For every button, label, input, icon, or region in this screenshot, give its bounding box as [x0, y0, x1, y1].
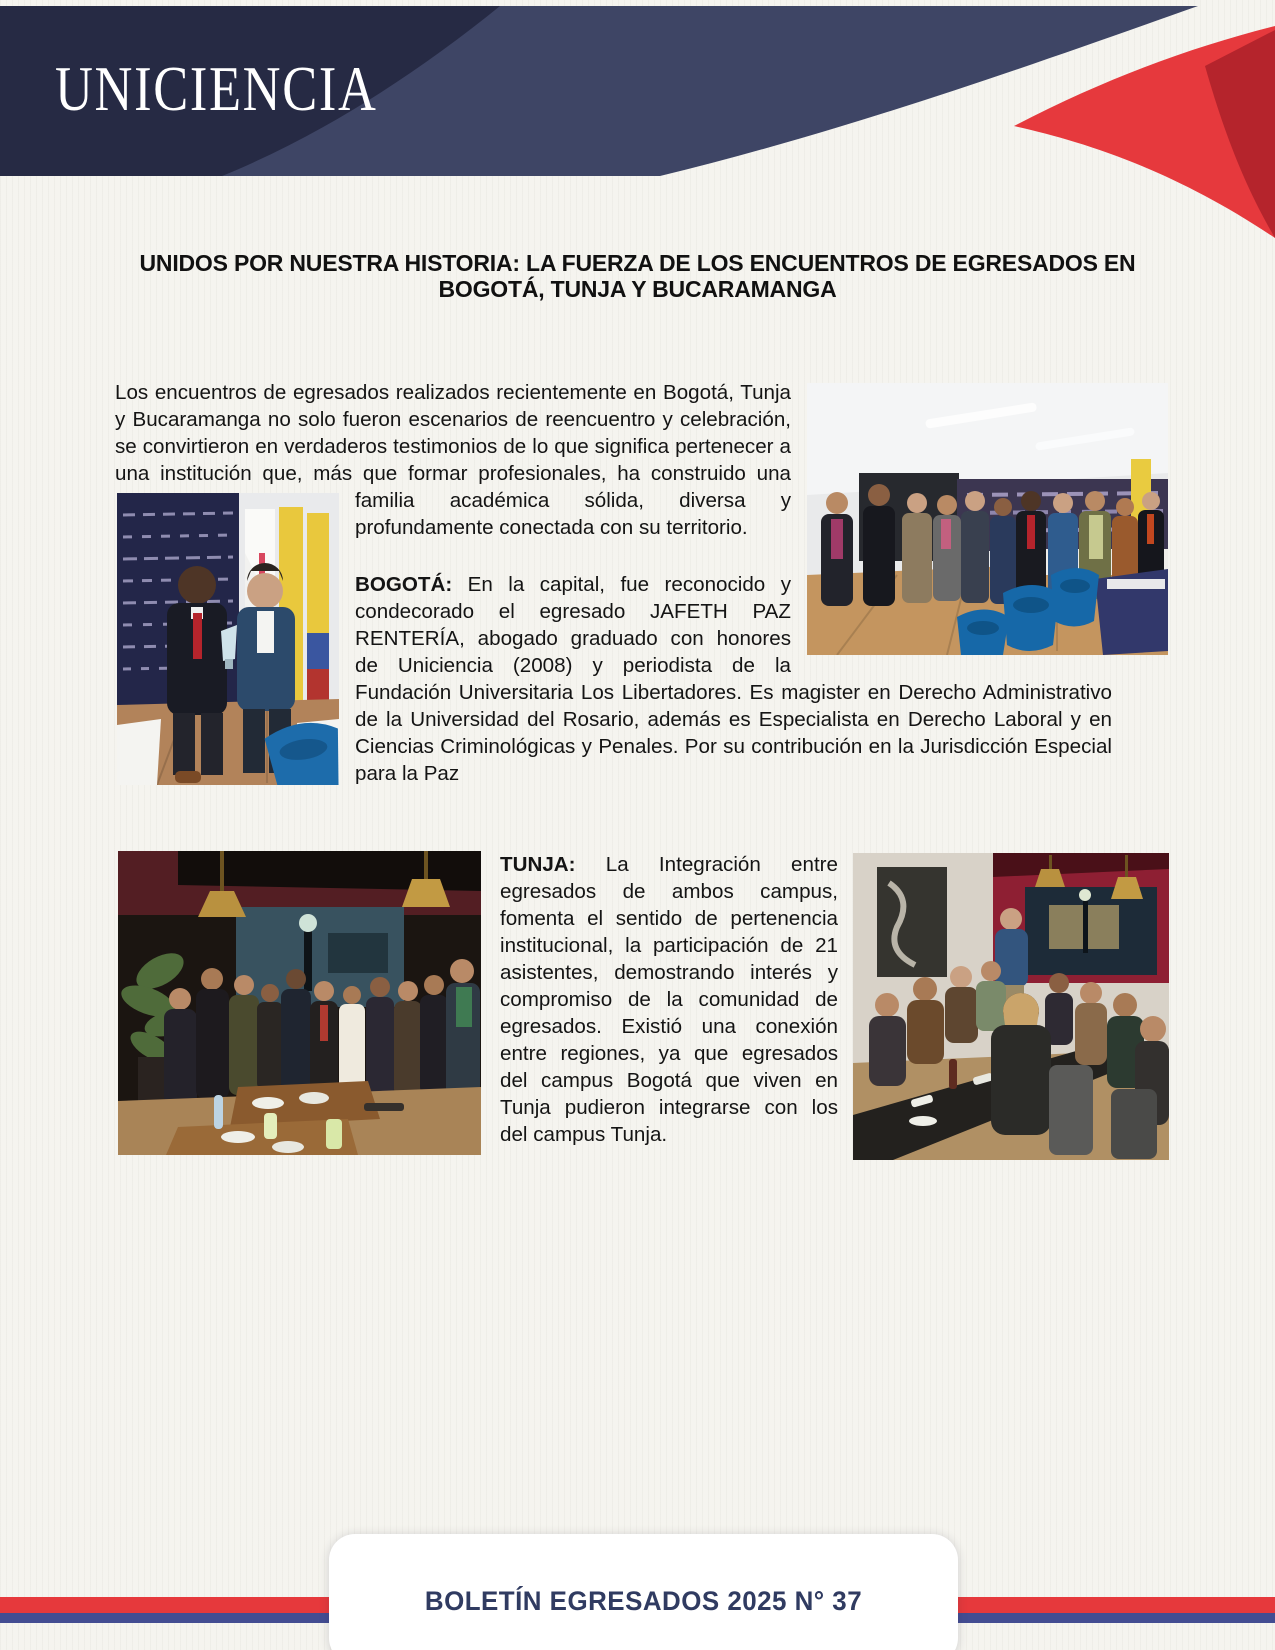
footer-card [329, 1534, 958, 1650]
uniciencia-logo: UNICIENCIA [55, 53, 378, 124]
article-title-line1: UNIDOS POR NUESTRA HISTORIA: LA FUERZA DE LOS ENCUENTROS DE EGRESADOS EN [139, 250, 1136, 276]
tunja-text: La Integración entre egresados de ambos campus, fomenta el sentido de pertenencia institucional, la participación de 21 asistentes, demostrando interés y compromiso de la comunidad de egresados. Existió una conexión entre regiones, ya que egresados del campus Bogotá que viven en Tunja pudieron integrarse con los del campus Tunja. [500, 853, 838, 1146]
article-body-bottom [115, 851, 1112, 1168]
photo-bogota-group [807, 383, 1168, 655]
bogota-label: BOGOTÁ: [355, 573, 453, 596]
bogota-text: En la capital, fue reconocido y condecorado el egresado JAFETH PAZ RENTERÍA, abogado graduado con honores de Uniciencia (2008) y periodista de la Fundación Universitaria Los Libertadores. Es magister en Derecho Administrativo de la Universidad del Rosario, además es Especialista en Derecho Laboral y en Ciencias Criminológicas y Penales. Por su contribución en la Jurisdicción Especial para la Paz [355, 573, 1112, 785]
intro-text-part2: académica sólida, diversa y profundamente conectada con su territorio. [355, 489, 792, 539]
photo-tunja-dinner [853, 853, 1169, 1160]
photo-tunja-group [118, 851, 481, 1155]
article-body-top [115, 379, 1112, 793]
article-title-line2: BOGOTÁ, TUNJA Y BUCARAMANGA [438, 276, 837, 302]
tunja-label: TUNJA: [500, 853, 576, 876]
intro-text-part1: Los encuentros de egresados realizados recientemente en Bogotá, Tunja y Bucaramanga no solo fueron escenarios de reencuentro y celebración, se convirtieron en verdaderos testimonios de lo que significa pertenecer a una institución que, más que formar profesionales, ha construido una familia [115, 381, 791, 512]
article-title [0, 250, 1275, 302]
bulletin-title: BOLETÍN EGRESADOS 2025 N° 37 [424, 1586, 863, 1616]
photo-award-ceremony [117, 493, 339, 785]
